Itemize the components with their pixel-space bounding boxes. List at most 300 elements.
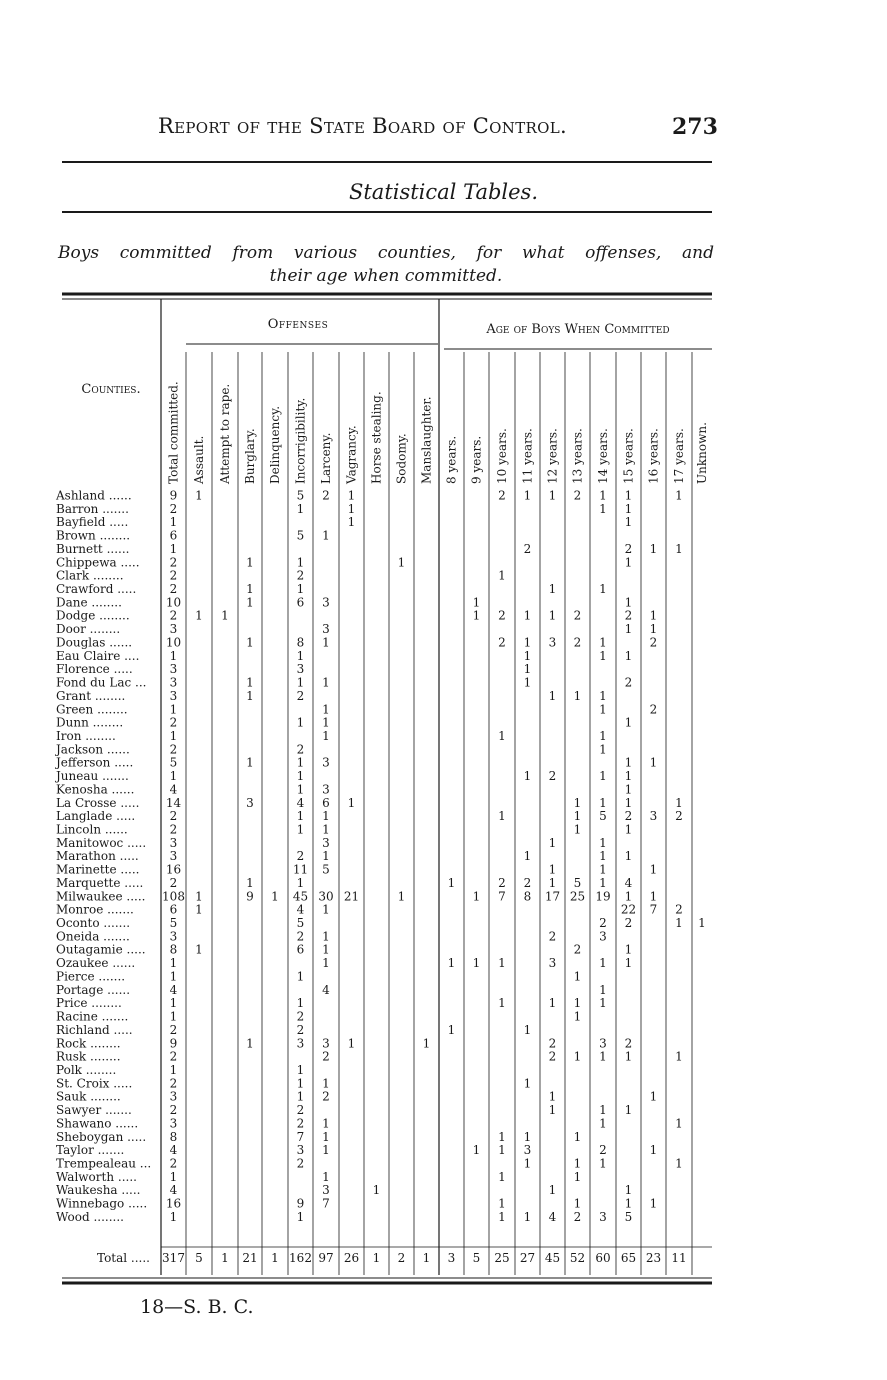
table-cell: 1	[246, 555, 254, 570]
table-cell: 1	[322, 1129, 330, 1144]
table-cell: 19	[595, 889, 611, 904]
table-cell: 1	[624, 795, 633, 810]
table-cell: 1	[599, 1156, 607, 1171]
table-cell: 3	[296, 1143, 305, 1158]
table-cell: 1	[624, 595, 633, 610]
table-cell: 4	[548, 1209, 557, 1224]
table-cell: 2	[649, 635, 658, 650]
table-cell: 2	[322, 488, 330, 503]
total-cell: 1	[271, 1251, 279, 1265]
table-cell: 1	[548, 862, 557, 877]
table-cell: 1	[675, 1049, 683, 1064]
table-cell: 1	[347, 488, 356, 503]
table-cell: 1	[296, 875, 305, 890]
table-cell: 3	[322, 595, 330, 610]
table-cell: 1	[599, 862, 607, 877]
table-cell: 3	[169, 849, 178, 864]
table-cell: 1	[624, 769, 633, 784]
table-cell: 3	[322, 782, 330, 797]
table-cell: 1	[246, 755, 254, 770]
table-cell: 1	[624, 755, 633, 770]
table-cell: 1	[296, 769, 305, 784]
table-cell: 2	[322, 1049, 330, 1064]
table-cell: 2	[498, 488, 506, 503]
table-cell: 1	[523, 1022, 532, 1037]
table-cell: 9	[246, 889, 254, 904]
table-cell: 1	[523, 608, 532, 623]
county-name: Wood ........	[56, 1209, 124, 1224]
table-cell: 10	[165, 635, 182, 650]
table-cell: 2	[169, 809, 178, 824]
table-cell: 1	[599, 501, 607, 516]
table-cell: 1	[498, 996, 506, 1011]
table-cell: 2	[573, 942, 582, 957]
table-cell: 1	[675, 1156, 683, 1171]
table-cell: 4	[169, 1183, 178, 1198]
table-cell: 1	[322, 902, 330, 917]
column-header: 15 years.	[621, 428, 636, 484]
section-subtitle: Statistical Tables.	[348, 180, 539, 204]
table-cell: 2	[599, 1143, 607, 1158]
county-name: Kenosha ......	[56, 782, 135, 797]
table-cell: 1	[322, 809, 330, 824]
table-cell: 4	[296, 795, 305, 810]
table-cell: 1	[649, 1196, 658, 1211]
table-cell: 1	[599, 582, 607, 597]
table-cell: 1	[472, 889, 481, 904]
table-cell: 2	[296, 1103, 305, 1118]
table-cell: 1	[296, 1076, 305, 1091]
county-name: Burnett ......	[56, 541, 130, 556]
table-cell: 1	[523, 1076, 532, 1091]
county-name: Winnebago .....	[56, 1196, 148, 1211]
table-cell: 2	[649, 702, 658, 717]
table-cell: 1	[599, 1049, 607, 1064]
table-cell: 1	[322, 1116, 330, 1131]
county-name: Dane ........	[56, 595, 122, 610]
table-cell: 1	[599, 769, 607, 784]
column-header: 12 years.	[545, 428, 560, 484]
county-name: Racine .......	[56, 1009, 129, 1024]
table-cell: 1	[548, 1103, 557, 1118]
table-cell: 1	[675, 916, 683, 931]
county-name: Polk ........	[56, 1062, 117, 1077]
table-cell: 1	[322, 1169, 330, 1184]
table-cell: 1	[296, 715, 305, 730]
table-cell: 3	[169, 1089, 178, 1104]
table-cell: 1	[573, 1009, 582, 1024]
table-cell: 4	[624, 875, 633, 890]
table-cell: 3	[169, 675, 178, 690]
table-cell: 7	[498, 889, 506, 904]
table-cell: 1	[523, 1209, 532, 1224]
county-name: Iron ........	[56, 728, 116, 743]
county-name: Richland .....	[56, 1022, 133, 1037]
table-cell: 2	[296, 568, 305, 583]
table-cell: 6	[296, 595, 305, 610]
table-cell: 1	[599, 1116, 607, 1131]
table-cell: 3	[322, 622, 330, 637]
table-cell: 1	[195, 488, 203, 503]
table-cell: 3	[322, 1036, 330, 1051]
table-cell: 1	[169, 728, 178, 743]
table-cell: 10	[165, 595, 182, 610]
table-cell: 1	[472, 956, 481, 971]
table-cell: 1	[624, 1196, 633, 1211]
table-cell: 1	[322, 929, 330, 944]
total-cell: 1	[221, 1251, 229, 1265]
table-cell: 8	[169, 1129, 178, 1144]
table-cell: 6	[169, 528, 178, 543]
table-cell: 1	[599, 835, 607, 850]
table-cell: 1	[624, 715, 633, 730]
table-cell: 1	[372, 1183, 381, 1198]
table-cell: 1	[322, 849, 330, 864]
table-cell: 1	[296, 969, 305, 984]
table-cell: 1	[246, 635, 254, 650]
table-cell: 1	[624, 1103, 633, 1118]
table-cell: 7	[296, 1129, 305, 1144]
table-cell: 1	[548, 835, 557, 850]
table-cell: 2	[573, 1209, 582, 1224]
table-cell: 1	[498, 568, 506, 583]
county-name: Manitowoc .....	[56, 835, 147, 850]
signature-mark: 18—S. B. C.	[140, 1296, 254, 1318]
column-header: Manslaughter.	[419, 396, 434, 484]
counties-header: Counties.	[81, 382, 141, 397]
county-name: Bayfield .....	[56, 515, 129, 530]
table-cell: 1	[296, 782, 305, 797]
table-cell: 1	[599, 728, 607, 743]
total-cell: 65	[620, 1251, 637, 1265]
table-cell: 1	[422, 1036, 431, 1051]
table-cell: 1	[472, 608, 481, 623]
table-cell: 1	[322, 822, 330, 837]
table-cell: 4	[169, 1143, 178, 1158]
offenses-header: Offenses	[267, 317, 329, 332]
county-name: Florence .....	[56, 662, 133, 677]
column-header: Sodomy.	[394, 433, 409, 484]
table-cell: 25	[569, 889, 586, 904]
table-cell: 1	[599, 956, 607, 971]
table-cell: 2	[169, 501, 178, 516]
table-cell: 1	[624, 555, 633, 570]
table-cell: 3	[599, 1209, 607, 1224]
column-header: 14 years.	[596, 428, 610, 484]
table-cell: 1	[573, 996, 582, 1011]
table-cell: 3	[599, 929, 607, 944]
table-cell: 1	[322, 942, 330, 957]
table-cell: 2	[599, 916, 607, 931]
table-cell: 2	[296, 1022, 305, 1037]
table-cell: 1	[649, 622, 658, 637]
county-name: Eau Claire ....	[56, 648, 140, 663]
county-name: Dodge ........	[56, 608, 130, 623]
table-cell: 1	[649, 541, 658, 556]
table-cell: 1	[624, 648, 633, 663]
table-cell: 1	[296, 1062, 305, 1077]
table-cell: 1	[347, 1036, 356, 1051]
table-cell: 1	[649, 1143, 658, 1158]
table-cell: 1	[624, 822, 633, 837]
table-cell: 1	[322, 528, 330, 543]
table-cell: 5	[169, 755, 178, 770]
table-cell: 1	[523, 769, 532, 784]
table-cell: 1	[573, 1049, 582, 1064]
table-caption-line-2: their age when committed.	[269, 266, 503, 286]
table-cell: 1	[548, 582, 557, 597]
table-cell: 3	[322, 755, 330, 770]
column-header: Attempt to rape.	[218, 383, 232, 484]
table-cell: 22	[620, 902, 637, 917]
table-cell: 1	[347, 515, 356, 530]
table-cell: 1	[296, 1089, 305, 1104]
table-cell: 1	[296, 501, 305, 516]
table-cell: 2	[169, 715, 178, 730]
column-header: 16 years.	[646, 428, 661, 484]
table-cell: 4	[169, 982, 178, 997]
table-cell: 1	[599, 702, 607, 717]
table-cell: 2	[169, 608, 178, 623]
table-cell: 1	[447, 956, 456, 971]
table-cell: 2	[573, 608, 582, 623]
table-cell: 1	[548, 1183, 557, 1198]
table-cell: 2	[548, 1049, 557, 1064]
table-cell: 17	[544, 889, 561, 904]
table-cell: 1	[675, 795, 683, 810]
county-name: Rusk ........	[56, 1049, 121, 1064]
county-name: Grant ........	[56, 688, 126, 703]
column-header: 10 years.	[495, 428, 509, 484]
table-cell: 5	[296, 916, 305, 931]
total-cell: 3	[447, 1251, 456, 1265]
table-cell: 5	[322, 862, 330, 877]
table-cell: 1	[624, 942, 633, 957]
total-cell: 1	[422, 1251, 431, 1265]
county-name: La Crosse .....	[56, 795, 140, 810]
table-cell: 1	[698, 916, 706, 931]
table-cell: 1	[169, 648, 178, 663]
county-name: Trempealeau ...	[56, 1156, 152, 1171]
table-cell: 1	[548, 875, 557, 890]
table-cell: 1	[498, 809, 506, 824]
table-cell: 1	[246, 688, 254, 703]
total-cell: 5	[472, 1251, 481, 1265]
table-cell: 5	[599, 809, 607, 824]
table-cell: 2	[296, 688, 305, 703]
table-cell: 1	[548, 1089, 557, 1104]
county-name: Taylor .......	[56, 1143, 125, 1158]
table-cell: 2	[573, 488, 582, 503]
table-cell: 1	[472, 1143, 481, 1158]
table-cell: 3	[169, 622, 178, 637]
table-cell: 1	[599, 488, 607, 503]
table-cell: 3	[246, 795, 254, 810]
table-cell: 1	[169, 996, 178, 1011]
table-cell: 7	[322, 1196, 330, 1211]
county-name: Door ........	[56, 622, 121, 637]
table-cell: 1	[296, 755, 305, 770]
table-cell: 2	[548, 1036, 557, 1051]
table-cell: 2	[169, 555, 178, 570]
table-cell: 6	[322, 795, 330, 810]
county-name: Jackson ......	[56, 742, 130, 757]
table-cell: 2	[169, 822, 178, 837]
table-cell: 1	[322, 1143, 330, 1158]
column-header: Incorrigibility.	[293, 397, 308, 484]
table-cell: 1	[649, 755, 658, 770]
table-cell: 1	[296, 675, 305, 690]
county-name: Fond du Lac ...	[56, 675, 147, 690]
table-cell: 1	[523, 488, 532, 503]
table-cell: 3	[523, 1143, 532, 1158]
table-cell: 1	[573, 969, 582, 984]
total-cell: 27	[519, 1251, 536, 1265]
county-name: Barron .......	[56, 501, 129, 516]
table-cell: 1	[347, 795, 356, 810]
table-cell: 8	[523, 889, 532, 904]
column-header: Vagrancy.	[344, 425, 359, 484]
table-cell: 1	[169, 1169, 178, 1184]
table-cell: 11	[292, 862, 309, 877]
table-cell: 5	[296, 528, 305, 543]
table-cell: 1	[573, 1169, 582, 1184]
table-cell: 30	[318, 889, 334, 904]
table-cell: 6	[296, 942, 305, 957]
table-cell: 2	[322, 1089, 330, 1104]
table-cell: 1	[296, 1209, 305, 1224]
table-cell: 1	[498, 1129, 506, 1144]
table-cell: 2	[169, 1156, 178, 1171]
table-cell: 1	[169, 956, 178, 971]
table-cell: 1	[523, 849, 532, 864]
county-name: Marquette .....	[56, 875, 144, 890]
table-cell: 2	[548, 929, 557, 944]
table-cell: 9	[169, 1036, 178, 1051]
table-cell: 5	[296, 488, 305, 503]
table-cell: 1	[675, 1116, 683, 1131]
county-name: Rock ........	[56, 1036, 121, 1051]
table-cell: 1	[296, 822, 305, 837]
table-cell: 1	[397, 889, 406, 904]
table-cell: 5	[624, 1209, 633, 1224]
table-cell: 1	[169, 969, 178, 984]
table-cell: 1	[169, 541, 178, 556]
table-cell: 1	[624, 515, 633, 530]
table-cell: 1	[624, 488, 633, 503]
county-name: Crawford .....	[56, 582, 137, 597]
table-cell: 1	[599, 1103, 607, 1118]
county-name: Marinette .....	[56, 862, 140, 877]
table-cell: 3	[548, 956, 557, 971]
table-cell: 14	[165, 795, 182, 810]
column-header: 9 years.	[469, 435, 484, 484]
table-cell: 1	[675, 541, 683, 556]
table-cell: 2	[624, 1036, 633, 1051]
ages-header: Age of Boys When Committed	[486, 322, 670, 337]
table-cell: 2	[296, 929, 305, 944]
table-cell: 1	[169, 702, 178, 717]
county-name: Ozaukee ......	[56, 956, 136, 971]
table-cell: 5	[573, 875, 582, 890]
table-cell: 3	[548, 635, 557, 650]
county-name: Sawyer .......	[56, 1103, 132, 1118]
table-cell: 6	[169, 902, 178, 917]
table-cell: 1	[573, 1196, 582, 1211]
total-cell: 11	[671, 1251, 687, 1265]
table-cell: 1	[347, 501, 356, 516]
table-cell: 4	[322, 982, 330, 997]
table-cell: 1	[296, 809, 305, 824]
county-name: Portage ......	[56, 982, 131, 997]
table-cell: 1	[573, 809, 582, 824]
table-cell: 1	[523, 675, 532, 690]
county-name: St. Croix .....	[56, 1076, 133, 1091]
table-cell: 1	[322, 956, 330, 971]
total-cell: 162	[289, 1251, 312, 1265]
table-cell: 1	[322, 635, 330, 650]
table-cell: 3	[322, 835, 330, 850]
table-cell: 1	[498, 728, 506, 743]
table-cell: 1	[548, 996, 557, 1011]
column-header: 17 years.	[672, 428, 686, 484]
table-caption-line-1: Boys committed from various counties, for what offenses, and	[58, 243, 714, 263]
table-cell: 1	[169, 1009, 178, 1024]
table-cell: 16	[165, 1196, 182, 1211]
table-cell: 1	[447, 1022, 456, 1037]
table-cell: 3	[296, 662, 305, 677]
table-cell: 1	[246, 1036, 254, 1051]
county-name: Monroe .......	[56, 902, 134, 917]
county-name: Lincoln ......	[56, 822, 128, 837]
table-cell: 2	[296, 1116, 305, 1131]
table-cell: 1	[599, 742, 607, 757]
table-cell: 1	[246, 582, 254, 597]
table-cell: 1	[523, 662, 532, 677]
table-cell: 1	[649, 608, 658, 623]
table-cell: 2	[169, 1049, 178, 1064]
table-cell: 8	[169, 942, 178, 957]
table-cell: 1	[271, 889, 279, 904]
table-cell: 1	[195, 942, 203, 957]
table-cell: 1	[246, 875, 254, 890]
table-cell: 2	[675, 902, 683, 917]
table-cell: 1	[498, 1196, 506, 1211]
table-cell: 1	[221, 608, 229, 623]
column-header: Larceny.	[319, 432, 333, 484]
table-cell: 2	[498, 608, 506, 623]
column-header: 8 years.	[444, 435, 459, 484]
table-cell: 2	[523, 541, 532, 556]
column-header: 11 years.	[520, 428, 535, 484]
total-cell: 52	[569, 1251, 586, 1265]
table-cell: 2	[169, 568, 178, 583]
county-name: Clark ........	[56, 568, 124, 583]
table-cell: 16	[165, 862, 182, 877]
table-cell: 3	[169, 835, 178, 850]
total-cell: 23	[645, 1251, 662, 1265]
column-header: Horse stealing.	[369, 391, 384, 484]
county-name: Marathon .....	[56, 849, 139, 864]
table-cell: 1	[447, 875, 456, 890]
table-cell: 5	[169, 916, 178, 931]
table-cell: 1	[523, 648, 532, 663]
table-cell: 1	[649, 1089, 658, 1104]
county-name: Brown ........	[56, 528, 131, 543]
table-cell: 1	[169, 1209, 178, 1224]
table-cell: 1	[296, 582, 305, 597]
table-cell: 1	[195, 902, 203, 917]
